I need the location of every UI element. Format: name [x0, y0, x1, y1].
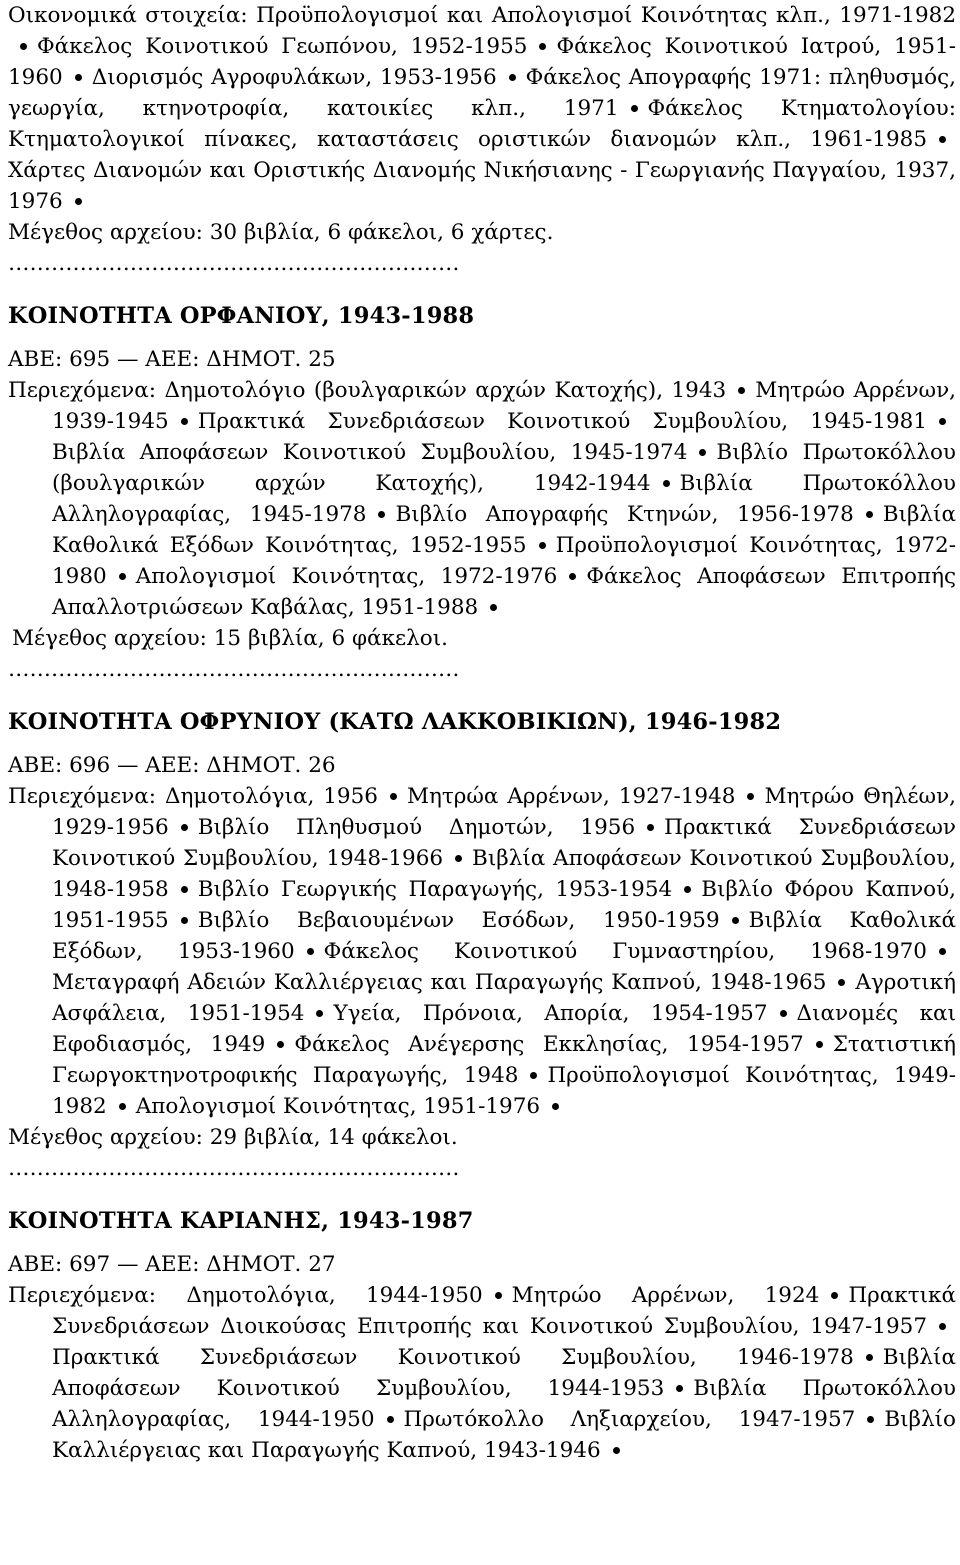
list-item: Πρακτικά Συνεδριάσεων Διοικούσας Επιτροπής και Κοινοτικού Συμβουλίου, 1947-1957 [52, 1283, 956, 1339]
list-item: Φάκελος Απογραφής 1971: πληθυσμός, γεωργία, κτηνοτροφία, κατοικίες κλπ., 1971 [8, 65, 956, 121]
section-heading: ΚΟΙΝΟΤΗΤΑ ΟΦΡΥΝΙΟΥ (ΚΑΤΩ ΛΑΚΚΟΒΙΚΙΩΝ), 1946-1982 [8, 709, 782, 735]
bullet-icon [277, 1041, 284, 1048]
archive-size: Μέγεθος αρχείου: 29 βιβλία, 14 φάκελοι. [8, 1125, 458, 1150]
list-item: Διορισμός Αγροφυλάκων, 1953-1956 [91, 65, 497, 90]
bullet-icon [676, 1385, 683, 1392]
bullet-icon [816, 1041, 823, 1048]
list-item: Προϋπολογισμοί Κοινότητας, 1972-1980 [52, 533, 956, 589]
list-item: Αγροτική Ασφάλεια, 1951-1954 [52, 970, 956, 1026]
list-item: Βιβλία Καθολικά Εξόδων Κοινότητας, 1952-1955 [52, 502, 956, 558]
top-contents [8, 0, 956, 217]
bullet-icon [569, 573, 576, 580]
bullet-icon [738, 387, 745, 394]
list-item: Πρακτικά Συνεδριάσεων Κοινοτικού Συμβουλίου, 1945-1981 [197, 409, 927, 434]
list-item: Φάκελος Κοινοτικού Ιατρού, 1951-1960 [8, 34, 956, 90]
bullet-icon [613, 1447, 620, 1454]
section-heading: ΚΟΙΝΟΤΗΤΑ ΟΡΦΑΝΙΟΥ, 1943-1988 [8, 303, 475, 329]
bullet-icon [552, 1103, 559, 1110]
bullet-icon [316, 1010, 323, 1017]
bullet-icon [732, 917, 739, 924]
bullet-icon [390, 793, 397, 800]
bullet-icon [181, 824, 188, 831]
bullet-icon [663, 480, 670, 487]
bullet-icon [699, 449, 706, 456]
bullet-icon [866, 511, 873, 518]
bullet-icon [20, 43, 27, 50]
bullet-icon [181, 886, 188, 893]
bullet-icon [495, 1292, 502, 1299]
bullet-icon [181, 418, 188, 425]
bullet-icon [631, 105, 638, 112]
list-item: Μητρώο Αρρένων, 1924 [511, 1283, 820, 1308]
bullet-icon [939, 136, 946, 143]
section-heading: ΚΟΙΝΟΤΗΤΑ ΚΑΡΙΑΝΗΣ, 1943-1987 [8, 1208, 474, 1234]
list-item: Φάκελος Κοινοτικού Γυμναστηρίου, 1968-1970 [323, 939, 927, 964]
bullet-icon [866, 1354, 873, 1361]
list-item: Βιβλίο Πληθυσμού Δημοτών, 1956 [197, 815, 636, 840]
list-item: Χάρτες Διανομών και Οριστικής Διανομής Νικήσιανης - Γεωργιανής Παγγαίου, 1937, 1976 [8, 158, 956, 214]
list-item: Απολογισμοί Κοινότητας, 1951-1976 [135, 1094, 541, 1119]
bullet-icon [75, 198, 82, 205]
bullet-icon [387, 1416, 394, 1423]
list-item: Υγεία, Πρόνοια, Απορία, 1954-1957 [333, 1001, 768, 1026]
list-item: Βιβλία Καθολικά Εξόδων, 1953-1960 [52, 908, 956, 964]
list-item: Βιβλία Πρωτοκόλλου Αλληλογραφίας, 1944-1950 [52, 1376, 956, 1432]
bullet-icon [747, 793, 754, 800]
archive-codes: ΑΒΕ: 695 — ΑΕΕ: ΔΗΜΟΤ. 25 [8, 347, 336, 372]
section-contents [8, 781, 956, 1122]
list-item: Βιβλίο Πρωτοκόλλου (βουλγαρικών αρχών Κατοχής), 1942-1944 [52, 440, 956, 496]
contents-label: Περιεχόμενα: [8, 378, 157, 403]
section-contents [8, 375, 956, 623]
list-item: Βιβλία Αποφάσεων Κοινοτικού Συμβουλίου, 1948-1958 [52, 846, 956, 902]
list-item: Βιβλίο Γεωργικής Παραγωγής, 1953-1954 [197, 877, 673, 902]
bullet-icon [119, 1103, 126, 1110]
archive-codes: ΑΒΕ: 697 — ΑΕΕ: ΔΗΜΟΤ. 27 [8, 1252, 336, 1277]
list-item: Βιβλίο Βεβαιουμένων Εσόδων, 1950-1959 [197, 908, 720, 933]
bullet-icon [780, 1010, 787, 1017]
bullet-icon [378, 511, 385, 518]
list-item: Φάκελος Κοινοτικού Γεωπόνου, 1952-1955 [37, 34, 528, 59]
archive-codes: ΑΒΕ: 696 — ΑΕΕ: ΔΗΜΟΤ. 26 [8, 753, 336, 778]
bullet-icon [838, 979, 845, 986]
list-item: Βιβλίο Απογραφής Κτηνών, 1956-1978 [395, 502, 854, 527]
archive-size: Μέγεθος αρχείου: 30 βιβλία, 6 φάκελοι, 6 χάρτες. [8, 220, 554, 245]
bullet-icon [119, 573, 126, 580]
list-item: Φάκελος Ανέγερσης Εκκλησίας, 1954-1957 [294, 1032, 804, 1057]
bullet-icon [539, 43, 546, 50]
list-item: Στατιστική Γεωργοκτηνοτροφικής Παραγωγής, 1948 [52, 1032, 956, 1088]
bullet-icon [75, 74, 82, 81]
list-item: Δημοτολόγια, 1944-1950 [186, 1283, 483, 1308]
bullet-icon [307, 948, 314, 955]
list-item: Πρωτόκολλο Ληξιαρχείου, 1947-1957 [403, 1407, 856, 1432]
bullet-icon [684, 886, 691, 893]
bullet-icon [831, 1292, 838, 1299]
list-item: Βιβλία Πρωτοκόλλου Αλληλογραφίας, 1945-1978 [52, 471, 956, 527]
list-item: Βιβλίο Φόρου Καπνού, 1951-1955 [52, 877, 957, 933]
archive-size: Μέγεθος αρχείου: 15 βιβλία, 6 φάκελοι. [12, 626, 448, 651]
contents-label: Περιεχόμενα: [8, 784, 157, 809]
bullet-icon [939, 418, 946, 425]
list-item: Φάκελος Κτηματολογίου: Κτηματολογικοί πίνακες, καταστάσεις οριστικών διανομών κλπ., 1961-1985 [8, 96, 956, 152]
section-separator: ……………………………………………………… [8, 1156, 460, 1181]
contents-label: Περιεχόμενα: [8, 1283, 157, 1308]
bullet-icon [939, 1323, 946, 1330]
list-item: Μεταγραφή Αδειών Καλλιέργειας και Παραγωγής Καπνού, 1948-1965 [52, 970, 827, 995]
section-separator: ……………………………………………………… [8, 657, 460, 682]
list-item: Δημοτολόγιο (βουλγαρικών αρχών Κατοχής), 1943 [164, 378, 727, 403]
list-item: Βιβλία Αποφάσεων Κοινοτικού Συμβουλίου, 1944-1953 [52, 1345, 956, 1401]
bullet-icon [867, 1416, 874, 1423]
bullet-icon [455, 855, 462, 862]
list-item: Φάκελος Αποφάσεων Επιτροπής Απαλλοτριώσεων Καβάλας, 1951-1988 [52, 564, 956, 620]
bullet-icon [939, 948, 946, 955]
bullet-icon [530, 1072, 537, 1079]
top-prefix: Οικονομικά στοιχεία: Προϋπολογισμοί και Απολογισμοί Κοινότητας κλπ., 1971-1982 [8, 3, 956, 28]
list-item: Βιβλία Αποφάσεων Κοινοτικού Συμβουλίου, 1945-1974 [52, 440, 688, 465]
list-item: Βιβλίο Καλλιέργειας και Παραγωγής Καπνού, 1943-1946 [52, 1407, 956, 1463]
bullet-icon [647, 824, 654, 831]
list-item: Πρακτικά Συνεδριάσεων Κοινοτικού Συμβουλίου, 1948-1966 [52, 815, 956, 871]
section-separator: ……………………………………………………… [8, 251, 460, 276]
section-contents [8, 1280, 956, 1466]
list-item: Μητρώα Αρρένων, 1927-1948 [406, 784, 736, 809]
list-item: Διανομές και Εφοδιασμός, 1949 [52, 1001, 956, 1057]
list-item: Προϋπολογισμοί Κοινότητας, 1949-1982 [52, 1063, 957, 1119]
list-item: Μητρώο Αρρένων, 1939-1945 [52, 378, 956, 434]
list-item: Απολογισμοί Κοινότητας, 1972-1976 [135, 564, 558, 589]
bullet-icon [509, 74, 516, 81]
list-item: Μητρώο Θηλέων, 1929-1956 [52, 784, 956, 840]
list-item: Πρακτικά Συνεδριάσεων Κοινοτικού Συμβουλίου, 1946-1978 [52, 1345, 854, 1370]
list-item: Δημοτολόγια, 1956 [164, 784, 378, 809]
bullet-icon [490, 604, 497, 611]
bullet-icon [539, 542, 546, 549]
bullet-icon [181, 917, 188, 924]
